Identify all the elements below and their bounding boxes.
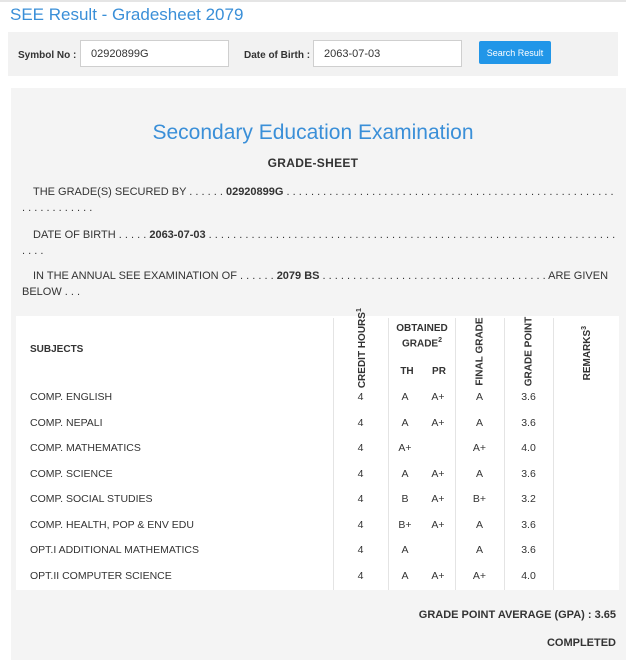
credit-cell: 4 [357, 391, 364, 403]
pr-grade-cell: A+ [431, 493, 445, 505]
credit-cell: 4 [357, 544, 364, 556]
result-status: COMPLETED [546, 637, 616, 649]
th-grade-cell: A [401, 467, 409, 480]
remarks-header: REMARKS$^3$ [580, 325, 594, 381]
subject-cell: COMP. NEPALI [30, 416, 103, 429]
symbol-label: Symbol No : [18, 50, 77, 61]
grade-point-cell: 3.6 [521, 544, 536, 556]
subject-cell: COMP. HEALTH, POP & ENV EDU [30, 518, 194, 531]
th-grade-cell: A+ [398, 442, 412, 454]
th-grade-cell: A [401, 416, 409, 429]
grade-point-cell: 3.6 [521, 391, 536, 403]
table-row [16, 411, 619, 436]
dob-suffix: . . . . . . . . . . . . . . . . . . . . . . . . . . . . . . . . . . . . . . . . . . . . . . . . . . . . . . . . . . . . . . . . . . . . . . . [22, 229, 616, 257]
dob-label: Date of Birth : [244, 50, 311, 61]
grade-point-cell: 3.2 [521, 493, 536, 505]
pr-header: PR [432, 366, 446, 377]
subjects-header: SUBJECTS [30, 344, 84, 355]
page-title: SEE Result - Gradesheet 2079 [10, 5, 244, 24]
grade-point-cell: 3.6 [521, 467, 536, 480]
subject-cell: COMP. SOCIAL STUDIES [30, 493, 153, 505]
exam-value: 2079 BS [276, 270, 320, 282]
subject-cell: COMP. ENGLISH [30, 391, 113, 403]
exam-prefix: IN THE ANNUAL SEE EXAMINATION OF . . . . . . [33, 270, 277, 282]
credit-hours-header: CREDIT HOURS$^1$ [355, 308, 369, 389]
th-header: TH [400, 366, 414, 377]
final-grade-cell: A+ [472, 442, 487, 454]
dob-input[interactable] [313, 40, 462, 67]
final-grade-cell: A [475, 391, 483, 403]
final-grade-header: FINAL GRADE [474, 317, 486, 386]
search-result-button[interactable]: Search Result [479, 41, 551, 64]
final-grade-cell: A+ [472, 569, 487, 582]
table-row [16, 564, 619, 589]
dob-line [22, 227, 616, 259]
dob-prefix: DATE OF BIRTH . . . . . [33, 229, 150, 241]
th-grade-cell: B+ [398, 518, 412, 531]
pr-grade-cell [423, 538, 453, 563]
table-row [16, 436, 619, 461]
credit-cell: 4 [357, 493, 364, 505]
pr-grade-cell: A+ [431, 467, 445, 480]
exam-title: Secondary Education Examination [152, 121, 474, 144]
final-grade-cell: A [475, 518, 483, 531]
gpa-summary: GRADE POINT AVERAGE (GPA) : 3.65 [418, 609, 616, 621]
grade-point-cell: 3.6 [521, 416, 536, 429]
secured-prefix: THE GRADE(S) SECURED BY . . . . . . [33, 186, 226, 198]
th-grade-cell: B [401, 493, 409, 505]
pr-grade-cell: A+ [431, 569, 445, 582]
subject-cell: COMP. SCIENCE [30, 467, 113, 480]
th-grade-cell: A [401, 569, 409, 582]
secured-value: 02920899G [225, 186, 284, 198]
exam-suffix: . . . . . . . . . . . . . . . . . . . . . . . . . . . . . . . . . . . . . ARE GIVEN BELOW . . . [22, 270, 609, 298]
dob-value: 2063-07-03 [149, 229, 206, 241]
pr-grade-cell [423, 436, 453, 461]
grade-point-header: GRADE POINT [523, 316, 535, 387]
final-grade-cell: B+ [472, 493, 487, 505]
credit-cell: 4 [357, 518, 364, 531]
sheet-subtitle: GRADE-SHEET [267, 156, 359, 170]
pr-grade-cell: A+ [431, 416, 445, 429]
credit-cell: 4 [357, 467, 364, 480]
table-row [16, 487, 619, 512]
credit-cell: 4 [357, 416, 364, 429]
table-row [16, 538, 619, 563]
subject-cell: COMP. MATHEMATICS [30, 442, 141, 454]
final-grade-cell: A [475, 544, 483, 556]
table-row [16, 513, 619, 538]
th-grade-cell: A [401, 544, 409, 556]
pr-grade-cell: A+ [431, 518, 445, 531]
secured-by-line [22, 184, 616, 216]
obtained-grade-header: OBTAINED GRADE$^2$ [396, 323, 448, 350]
exam-line [22, 268, 616, 300]
secured-suffix: . . . . . . . . . . . . . . . . . . . . . . . . . . . . . . . . . . . . . . . . . . . . . . . . . . . . . . . . . . . . . . . . . . [22, 186, 614, 214]
top-divider [0, 0, 626, 2]
credit-cell: 4 [357, 442, 364, 454]
final-grade-cell: A [475, 467, 483, 480]
symbol-input[interactable] [80, 40, 229, 67]
grade-point-cell: 4.0 [521, 569, 536, 582]
table-row [16, 385, 619, 410]
subject-cell: OPT.II COMPUTER SCIENCE [30, 569, 172, 582]
grade-point-cell: 4.0 [521, 442, 536, 454]
th-grade-cell: A [401, 391, 409, 403]
final-grade-cell: A [475, 416, 483, 429]
pr-grade-cell: A+ [431, 391, 445, 403]
grade-point-cell: 3.6 [521, 518, 536, 531]
subject-cell: OPT.I ADDITIONAL MATHEMATICS [30, 544, 199, 556]
credit-cell: 4 [357, 569, 364, 582]
table-row [16, 462, 619, 487]
